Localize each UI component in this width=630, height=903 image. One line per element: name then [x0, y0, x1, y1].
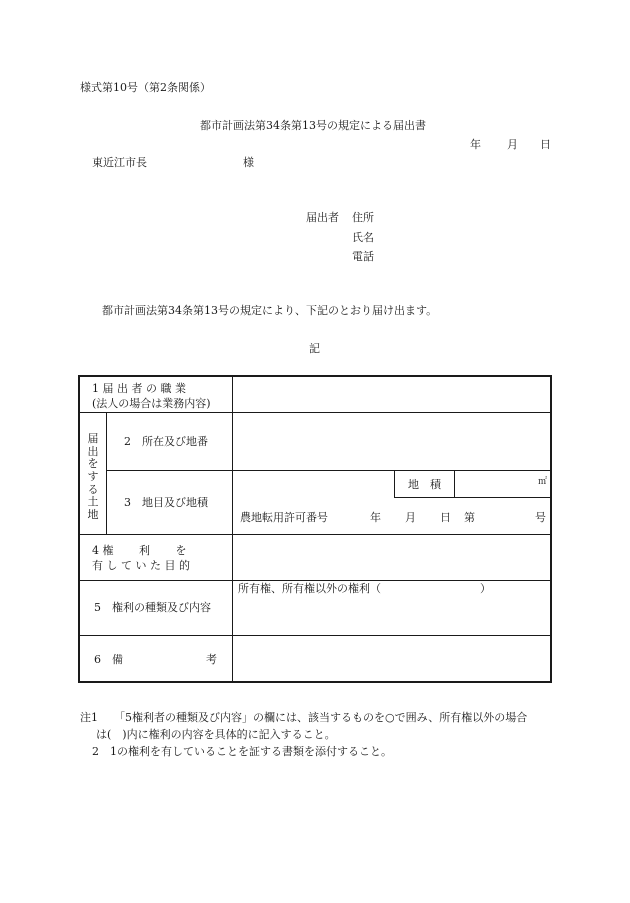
- land-group-label: 届出をする土地: [87, 432, 99, 521]
- statement: 都市計画法第34条第13号の規定により、下記のとおり届け出ます。: [102, 304, 438, 317]
- note2-text: 1の権利を有していることを証する書類を添付すること。: [110, 745, 392, 758]
- permit-label: 農地転用許可番号: [240, 511, 328, 524]
- note1-prefix: 注1: [80, 711, 98, 724]
- document-title: 都市計画法第34条第13号の規定による届出書: [200, 119, 426, 132]
- area-unit: ㎡: [538, 477, 548, 487]
- permit-year: 年: [370, 511, 381, 524]
- note2-number: 2: [92, 745, 99, 758]
- row-divider-4: [80, 580, 550, 581]
- name-label: 氏名: [352, 231, 374, 244]
- row6-value-cell[interactable]: [233, 636, 550, 681]
- row4-value-cell[interactable]: [233, 535, 550, 580]
- form-number: 様式第10号（第2条関係）: [80, 81, 211, 94]
- permit-month: 月: [405, 511, 416, 524]
- row1-label-line2: (法人の場合は業務内容): [92, 397, 211, 410]
- row5-label: 5 権利の種類及び内容: [94, 601, 211, 614]
- row2-value-cell[interactable]: [233, 413, 550, 470]
- area-divider: [394, 497, 550, 498]
- permit-day: 日: [440, 511, 451, 524]
- row5-value: 所有権、所有権以外の権利（ ）: [238, 582, 491, 595]
- date-month: 月: [507, 138, 518, 151]
- row1-value-cell[interactable]: [233, 377, 550, 412]
- applicant-label: 届出者: [306, 211, 339, 224]
- row4-label-line2: 有 し て い た 目 的: [92, 559, 190, 572]
- row3-label: 3 地目及び地積: [124, 496, 208, 509]
- addressee-honorific: 様: [243, 156, 254, 169]
- permit-go: 号: [535, 511, 546, 524]
- row1-label-line1: 1 届 出 者 の 職 業: [92, 382, 186, 395]
- addressee-name: 東近江市長: [92, 156, 147, 169]
- address-label: 住所: [352, 211, 374, 224]
- area-left-divider: [394, 470, 395, 497]
- land-group-divider: [106, 412, 107, 534]
- area-label: 地 積: [408, 478, 441, 491]
- row6-label-text: 考: [206, 653, 217, 666]
- date-day: 日: [540, 138, 551, 151]
- permit-dai: 第: [464, 511, 475, 524]
- area-value-cell[interactable]: [455, 471, 535, 497]
- ki-heading: 記: [309, 342, 320, 355]
- note1-line1: 「5権利者の種類及び内容」の欄には、該当するものを○で囲み、所有権以外の場合: [114, 711, 528, 724]
- row2-label: 2 所在及び地番: [124, 435, 208, 448]
- form-table: [78, 375, 552, 683]
- phone-label: 電話: [352, 250, 374, 263]
- date-year: 年: [470, 138, 481, 151]
- row4-label-line1: 4 権 利 を: [92, 544, 187, 557]
- row6-label-number: 6 備: [94, 653, 123, 666]
- note1-line2: は( )内に権利の内容を具体的に記入すること。: [96, 728, 336, 741]
